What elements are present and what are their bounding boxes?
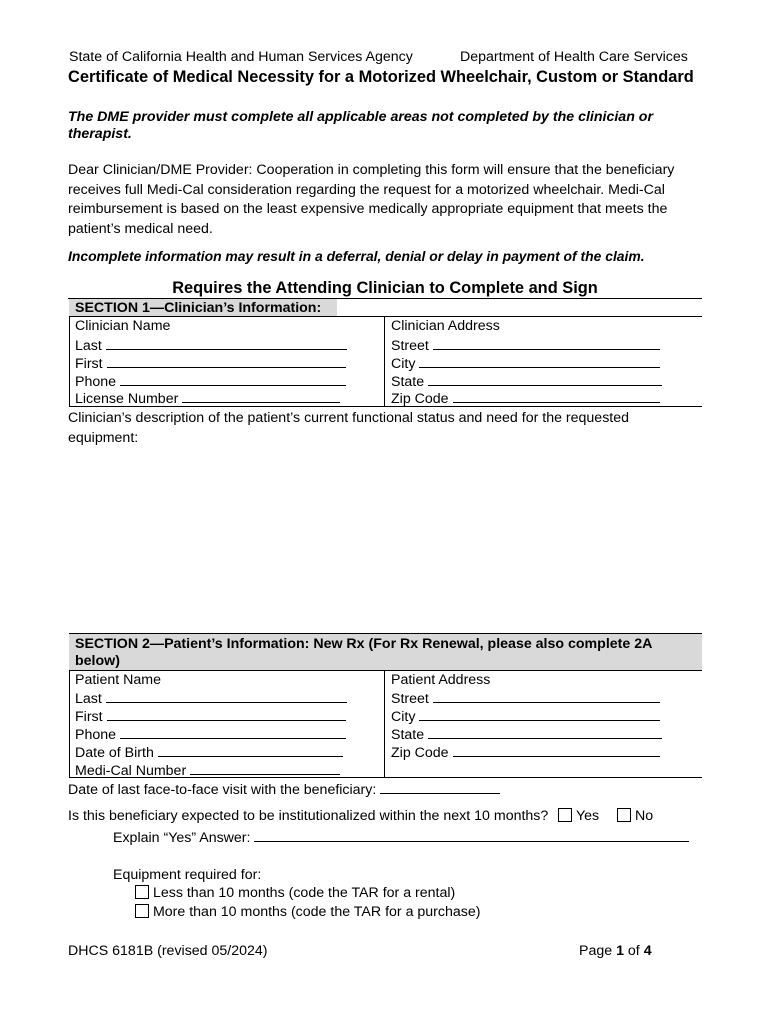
page-total: 4 [643, 943, 652, 959]
explain-line[interactable] [254, 828, 689, 842]
clinician-last-field[interactable] [75, 336, 347, 355]
field-label: Phone [75, 374, 117, 390]
no-checkbox[interactable] [617, 808, 631, 822]
patient-state-field[interactable] [391, 725, 662, 744]
field-label: Zip Code [391, 745, 449, 761]
patient-last-field[interactable] [75, 689, 347, 708]
patient-address-title: Patient Address [391, 672, 491, 688]
explain-field[interactable] [113, 828, 689, 847]
field-label: Zip Code [391, 391, 449, 407]
field-label: Last [75, 691, 102, 707]
equipment-option-purchase[interactable] [135, 904, 480, 921]
patient-dob-line[interactable] [158, 743, 343, 757]
patient-zip-field[interactable] [391, 743, 660, 762]
form-id: DHCS 6181B (revised 05/2024) [68, 943, 268, 959]
patient-medical-line[interactable] [190, 761, 340, 775]
patient-city-line[interactable] [419, 707, 660, 721]
field-label: First [75, 356, 103, 372]
patient-state-line[interactable] [428, 725, 662, 739]
patient-phone-line[interactable] [120, 725, 346, 739]
field-label: Medi-Cal Number [75, 763, 187, 779]
patient-name-title: Patient Name [75, 672, 161, 688]
form-subtitle: The DME provider must complete all applicable areas not completed by the clinician or therapist. [68, 109, 653, 142]
clinician-phone-line[interactable] [120, 372, 346, 386]
field-label: Last [75, 338, 102, 354]
field-label: City [391, 709, 416, 725]
clinician-zip-line[interactable] [453, 389, 660, 403]
clinician-license-line[interactable] [182, 389, 340, 403]
clinician-description-label: Clinician’s description of the patient’s current functional status and need for the requested equipment: [68, 410, 630, 446]
clinician-name-title: Clinician Name [75, 318, 171, 334]
patient-first-field[interactable] [75, 707, 346, 726]
page-prefix: Page [579, 943, 617, 959]
section2-heading: SECTION 2—Patient’s Information: New Rx (For Rx Renewal, please also complete 2A below) [75, 636, 652, 669]
field-label: License Number [75, 391, 179, 407]
patient-medical-field[interactable] [75, 761, 340, 780]
section1-left-rule [69, 316, 70, 407]
rental-label: Less than 10 months (code the TAR for a rental) [152, 885, 456, 901]
agency-name: State of California Health and Human Services Agency [69, 49, 413, 65]
yes-checkbox[interactable] [558, 808, 572, 822]
clinician-zip-field[interactable] [391, 389, 660, 408]
department-name: Department of Health Care Services [460, 49, 688, 65]
section2-divider [384, 670, 385, 778]
purchase-checkbox[interactable] [135, 904, 149, 918]
equipment-option-rental[interactable] [135, 885, 455, 902]
equipment-label: Equipment required for: [113, 867, 262, 883]
institutionalized-label: Is this beneficiary expected to be institutionalized within the next 10 months? [68, 808, 549, 824]
section1-divider [384, 316, 385, 407]
field-label: First [75, 709, 103, 725]
clinician-state-line[interactable] [428, 372, 662, 386]
section2-left-rule [69, 670, 70, 778]
patient-street-line[interactable] [433, 689, 660, 703]
yes-label: Yes [575, 808, 600, 824]
patient-phone-field[interactable] [75, 725, 346, 744]
patient-street-field[interactable] [391, 689, 660, 708]
last-visit-field[interactable] [68, 780, 500, 799]
warning-text: Incomplete information may result in a deferral, denial or delay in payment of the claim. [68, 248, 645, 264]
field-label: State [391, 374, 425, 390]
patient-last-line[interactable] [106, 689, 347, 703]
field-label: Street [391, 691, 429, 707]
section1-top-rule [69, 316, 702, 317]
field-label: City [391, 356, 416, 372]
field-label: State [391, 727, 425, 743]
field-label: Street [391, 338, 429, 354]
section1-heading: SECTION 1—Clinician’s Information: [75, 300, 322, 316]
intro-paragraph: Dear Clinician/DME Provider: Cooperation in completing this form will ensure that the beneficiary receives full Medi-Cal consideration regarding the request for a motorized wheelchair. Medi-Cal reimbursement is based on the least expensive medically appropriate equipment that meets the patient’s medical need. [68, 162, 675, 237]
clinician-address-title: Clinician Address [391, 318, 500, 334]
form-title: Certificate of Medical Necessity for a Motorized Wheelchair, Custom or Standard [68, 68, 694, 86]
patient-first-line[interactable] [107, 707, 346, 721]
rental-checkbox[interactable] [135, 885, 149, 899]
last-visit-line[interactable] [380, 780, 500, 794]
section2-header-rule [69, 670, 702, 671]
patient-city-field[interactable] [391, 707, 660, 726]
clinician-license-field[interactable] [75, 389, 340, 408]
clinician-first-field[interactable] [75, 354, 346, 373]
clinician-city-line[interactable] [419, 354, 660, 368]
field-label: Date of Birth [75, 745, 154, 761]
clinician-street-field[interactable] [391, 336, 660, 355]
clinician-street-line[interactable] [433, 336, 660, 350]
clinician-city-field[interactable] [391, 354, 660, 373]
institutionalized-question [68, 808, 653, 825]
page-of: of [623, 943, 644, 959]
clinician-first-line[interactable] [107, 354, 346, 368]
patient-dob-field[interactable] [75, 743, 343, 762]
page-number [579, 943, 652, 959]
purchase-label: More than 10 months (code the TAR for a purchase) [152, 904, 481, 920]
clinician-description-area[interactable] [68, 450, 702, 630]
patient-zip-line[interactable] [453, 743, 660, 757]
no-label: No [635, 808, 654, 824]
clinician-last-line[interactable] [106, 336, 347, 350]
page-current: 1 [616, 943, 624, 959]
attending-heading: Requires the Attending Clinician to Complete and Sign [172, 279, 598, 297]
explain-label: Explain “Yes” Answer: [113, 830, 251, 846]
field-label: Phone [75, 727, 117, 743]
last-visit-label: Date of last face-to-face visit with the beneficiary: [68, 782, 377, 798]
